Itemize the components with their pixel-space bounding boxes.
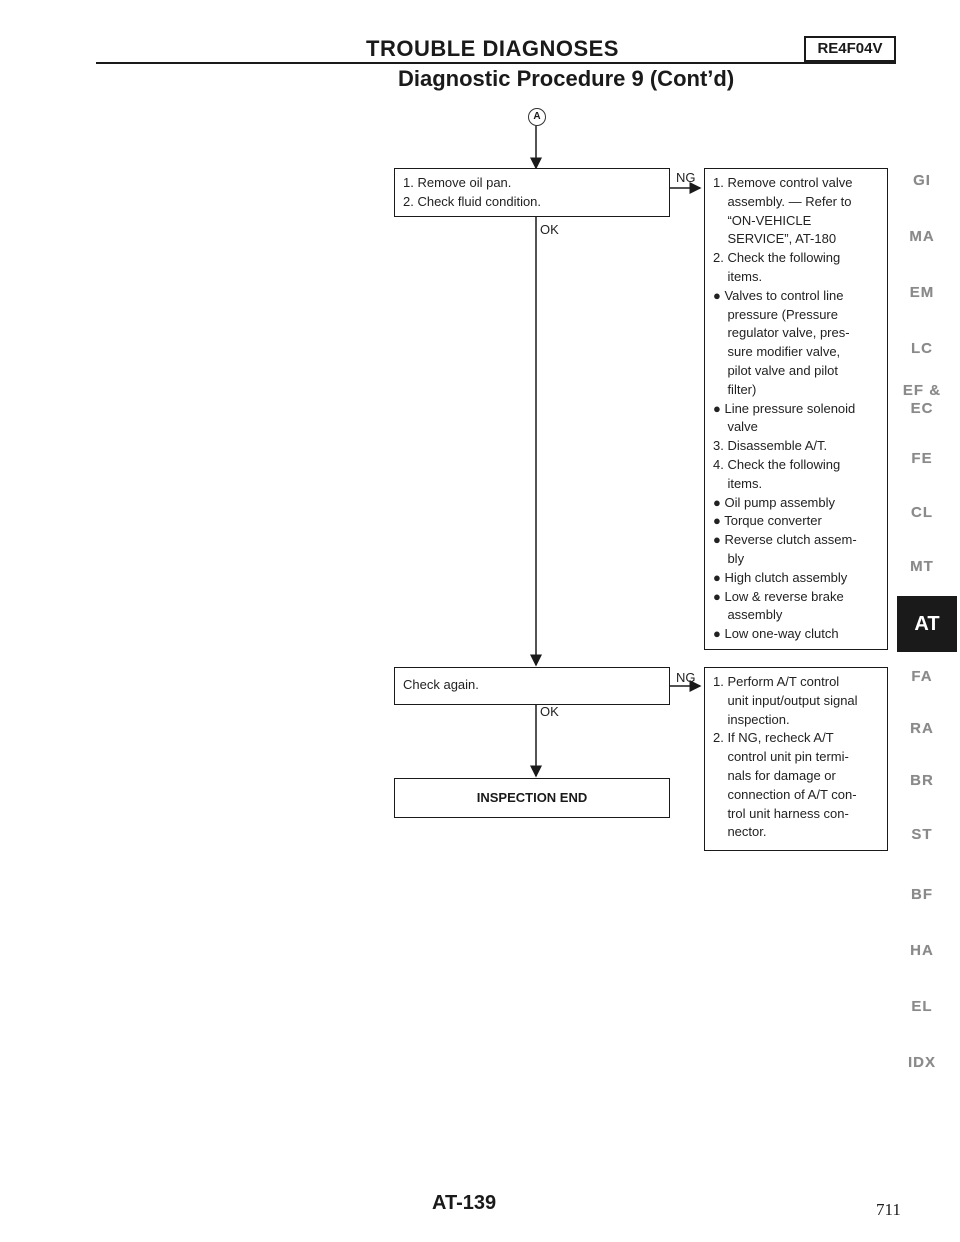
ng1-line: ● High clutch assembly	[713, 569, 848, 585]
ng2-line: nals for damage or	[713, 767, 836, 783]
section-title: TROUBLE DIAGNOSES	[366, 36, 619, 61]
ok-label: OK	[540, 704, 559, 719]
ng2-list	[713, 673, 879, 842]
ng1-line: ● Line pressure solenoid	[713, 400, 856, 416]
connector-a: A	[528, 108, 546, 126]
step2-text: Check again.	[403, 677, 479, 692]
page-code: AT-139	[432, 1192, 497, 1214]
ng2-line: connection of A/T con-	[713, 786, 857, 802]
ng1-line: items.	[713, 475, 763, 491]
ng1-line: ● Valves to control line	[713, 287, 844, 303]
ng1-line: 2. Check the following	[713, 250, 841, 266]
ok-label: OK	[540, 222, 559, 237]
ng1-line: SERVICE”, AT-180	[713, 231, 837, 247]
ng-label: NG	[676, 170, 696, 185]
ng1-line: valve	[713, 419, 758, 435]
ng2-line: trol unit harness con-	[713, 805, 849, 821]
tab-el[interactable]: EL	[911, 998, 933, 1015]
ng2-line: nector.	[713, 824, 767, 840]
tab-em[interactable]: EM	[909, 284, 935, 301]
tab-fe[interactable]: FE	[911, 450, 933, 467]
step1-box	[394, 168, 670, 217]
end-text: INSPECTION END	[476, 790, 588, 805]
ng2-line: unit input/output signal	[713, 692, 858, 708]
ng1-line: ● Reverse clutch assem-	[713, 532, 857, 548]
ng1-line: “ON-VEHICLE	[713, 212, 812, 228]
ng1-line: pressure (Pressure	[713, 306, 838, 322]
ng1-line: pilot valve and pilot	[713, 362, 839, 378]
step1-line: 2. Check fluid condition.	[403, 193, 542, 209]
ng1-line: filter)	[713, 381, 757, 397]
ng1-line: assembly. — Refer to	[713, 193, 852, 209]
tab-br[interactable]: BR	[910, 772, 934, 789]
step2-box	[394, 667, 670, 705]
ng1-line: ● Low & reverse brake	[713, 588, 844, 604]
ng1-line: ● Low one-way clutch	[713, 626, 839, 642]
ng1-line: sure modifier valve,	[713, 344, 841, 360]
tab-gi[interactable]: GI	[913, 172, 931, 189]
ng2-line: control unit pin termi-	[713, 749, 849, 765]
ng1-line: regulator valve, pres-	[713, 325, 850, 341]
tab-at-active[interactable]: AT	[897, 596, 957, 652]
ng1-line: ● Oil pump assembly	[713, 494, 836, 510]
tab-idx[interactable]: IDX	[907, 1054, 936, 1071]
ng1-line: bly	[713, 550, 745, 566]
end-box	[394, 778, 670, 818]
page-subtitle: Diagnostic Procedure 9 (Cont’d)	[398, 66, 735, 91]
tab-lc[interactable]: LC	[911, 340, 933, 357]
ng2-line: 2. If NG, recheck A/T	[713, 730, 834, 746]
tab-ec[interactable]: EC	[910, 400, 934, 417]
ng2-line: 1. Perform A/T control	[713, 674, 840, 689]
ng2-line: inspection.	[713, 711, 790, 727]
ng1-action-box	[704, 168, 888, 650]
step1-list	[403, 174, 661, 212]
tab-ra[interactable]: RA	[910, 720, 934, 737]
tab-mt[interactable]: MT	[910, 558, 934, 575]
tab-ha[interactable]: HA	[910, 942, 934, 959]
page-number: 711	[876, 1200, 901, 1219]
ng1-line: ● Torque converter	[713, 513, 822, 529]
ng1-line: 4. Check the following	[713, 456, 841, 472]
ng1-list	[713, 174, 879, 644]
tab-ma[interactable]: MA	[909, 228, 935, 245]
ng1-line: 3. Disassemble A/T.	[713, 438, 828, 454]
ng2-action-box	[704, 667, 888, 851]
tab-st[interactable]: ST	[911, 826, 933, 843]
tab-bf[interactable]: BF	[911, 886, 933, 903]
ng1-line: assembly	[713, 607, 783, 623]
ng1-line: 1. Remove control valve	[713, 175, 853, 190]
ng1-line: items.	[713, 268, 763, 284]
tab-cl[interactable]: CL	[911, 504, 933, 521]
tab-ef[interactable]: EF &	[902, 382, 942, 399]
tab-fa[interactable]: FA	[911, 668, 933, 685]
ng-label: NG	[676, 670, 696, 685]
step1-line: 1. Remove oil pan.	[403, 175, 512, 190]
model-badge: RE4F04V	[804, 36, 896, 62]
